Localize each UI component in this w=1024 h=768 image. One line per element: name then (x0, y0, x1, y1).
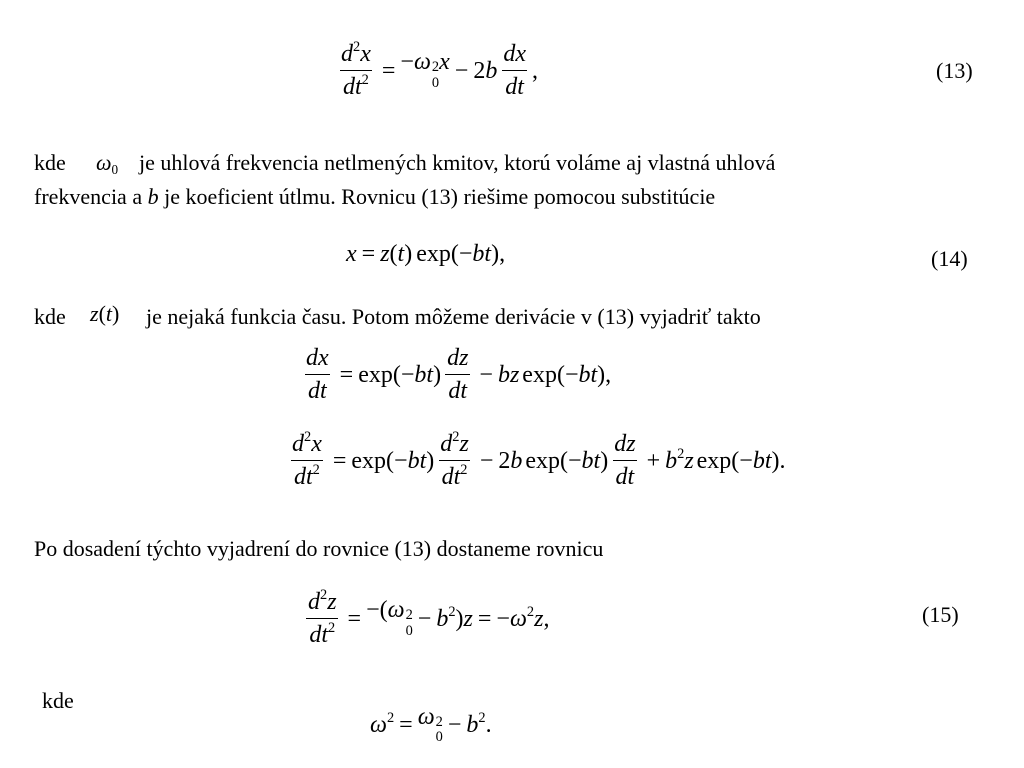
equation-d2x-dt2: $\frac{d^2x}{dt^2}$ = exp(−bt) $\frac{d^2z}{dt^2}$ − 2b exp(−bt) $\frac{dz}{dt}$ + $b^2z$ exp(−bt). (292, 428, 786, 490)
paragraph-1-line-2 (34, 186, 715, 208)
kde-label-2: kde (34, 304, 66, 329)
equation-15: $\frac{d^2z}{dt^2}$ = −(ω 2 0 − $b^2)z$ = $-\omega^2z$, (308, 586, 550, 648)
z-of-t-symbol: z(t) (90, 301, 120, 326)
equation-13: $\frac{d^2x}{dt^2}$ = −ω 2 0 x − 2b $\frac{dx}{dt}$ , (341, 38, 538, 100)
kde-label-3: kde (42, 688, 74, 713)
omega0-symbol: $\omega_0$ (96, 150, 119, 177)
paragraph-1-line-1: je uhlová frekvencia netlmených kmitov, ktorú voláme aj vlastná uhlová (139, 150, 776, 175)
equation-omega-definition: $\omega^2$ = ω 2 0 − $b^2$. (370, 704, 492, 746)
paragraph-2-text: je nejaká funkcia času. Potom môžeme derivácie v (13) vyjadriť takto (146, 304, 761, 329)
equation-number-13: (13) (936, 58, 973, 83)
paragraph-3-text: Po dosadení týchto vyjadrení do rovnice (13) dostaneme rovnicu (34, 536, 604, 561)
equation-14: x = z ( t ) exp(−bt), (346, 241, 506, 267)
kde-label: kde (34, 150, 66, 175)
equation-number-14: (14) (931, 246, 968, 271)
line2-post: je koeficient útlmu. Rovnicu (13) riešime pomocou substitúcie (164, 184, 716, 209)
equation-dx-dt: $\frac{dx}{dt}$ = exp(−bt) $\frac{dz}{dt}$ − bz exp(−bt), (306, 345, 612, 404)
line2-pre: frekvencia a (34, 184, 143, 209)
b-symbol: b (147, 184, 159, 209)
equation-number-15: (15) (922, 602, 959, 627)
